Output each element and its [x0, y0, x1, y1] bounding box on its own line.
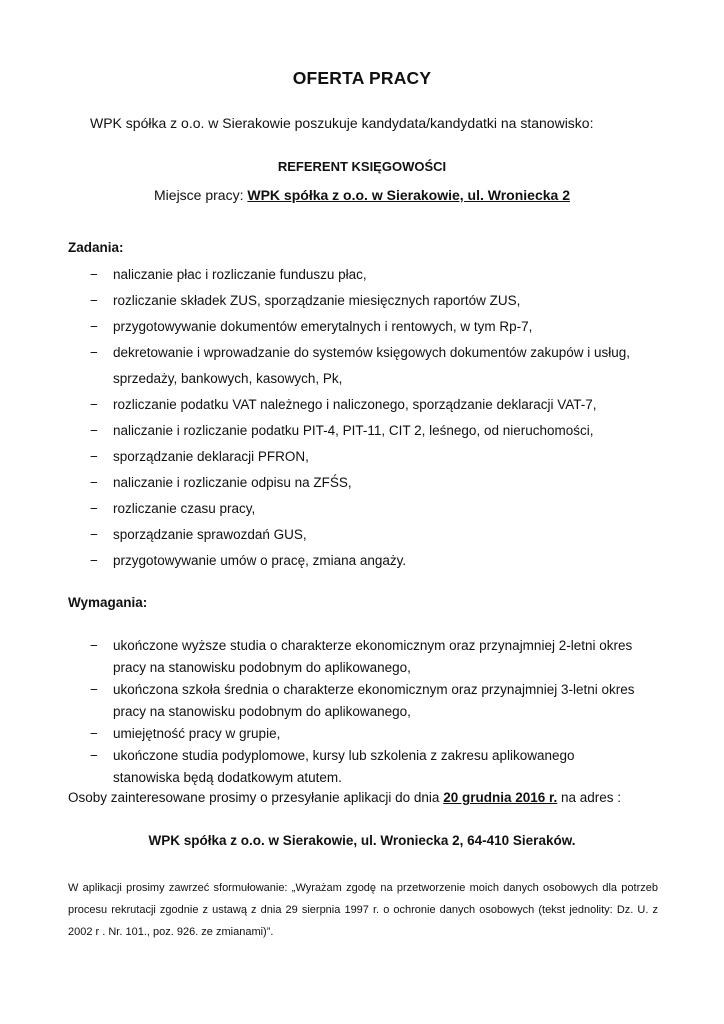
task-text: sporządzanie deklaracji PFRON,	[113, 449, 309, 464]
tasks-heading: Zadania:	[68, 240, 124, 255]
apply-text-after: na adres :	[557, 790, 622, 805]
task-item	[0, 496, 724, 522]
bullet-dash: −	[90, 267, 98, 282]
tasks-list	[0, 262, 724, 574]
task-text: rozliczanie podatku VAT należnego i naliczonego, sporządzanie deklaracji VAT-7,	[113, 397, 597, 412]
task-text: sporządzanie sprawozdań GUS,	[113, 527, 307, 542]
bullet-dash: −	[90, 527, 98, 542]
bullet-dash: −	[90, 475, 98, 490]
task-item	[0, 288, 724, 314]
requirement-text: ukończone wyższe studia o charakterze ekonomicznym oraz przynajmniej 2-letni okres pracy na stanowisku podobnym do aplikowanego,	[113, 638, 633, 675]
task-text: rozliczanie składek ZUS, sporządzanie miesięcznych raportów ZUS,	[113, 293, 521, 308]
requirement-item	[0, 723, 724, 745]
bullet-dash: −	[90, 682, 98, 697]
workplace-line	[0, 187, 724, 203]
task-text: naliczanie i rozliczanie odpisu na ZFŚS,	[113, 475, 352, 490]
bullet-dash: −	[90, 553, 98, 568]
requirement-item	[0, 745, 724, 789]
requirement-item	[0, 635, 724, 679]
task-item	[0, 470, 724, 496]
task-item-continuation	[0, 366, 724, 392]
requirement-text: ukończona szkoła średnia o charakterze ekonomicznym oraz przynajmniej 3-letni okres pracy na stanowisku podobnym do aplikowanego,	[113, 682, 635, 719]
task-text: sprzedaży, bankowych, kasowych, Pk,	[113, 371, 343, 386]
task-item	[0, 522, 724, 548]
task-text: przygotowywanie umów o pracę, zmiana angaży.	[113, 553, 407, 568]
bullet-dash: −	[90, 726, 98, 741]
apply-instructions	[68, 790, 621, 805]
bullet-dash: −	[90, 501, 98, 516]
requirements-list	[0, 635, 724, 789]
task-item	[0, 314, 724, 340]
bullet-dash: −	[90, 345, 98, 360]
task-item	[0, 392, 724, 418]
position-title: REFERENT KSIĘGOWOŚCI	[277, 159, 447, 174]
requirements-heading: Wymagania:	[68, 595, 148, 610]
requirement-text: umiejętność pracy w grupie,	[113, 726, 281, 741]
workplace-label: Miejsce pracy:	[154, 187, 248, 203]
bullet-dash: −	[90, 423, 98, 438]
task-item	[0, 418, 724, 444]
task-item	[0, 444, 724, 470]
bullet-dash: −	[90, 319, 98, 334]
task-text: naliczanie i rozliczanie podatku PIT-4, PIT-11, CIT 2, leśnego, od nieruchomości,	[113, 423, 594, 438]
task-item	[0, 262, 724, 288]
bullet-dash: −	[90, 748, 98, 763]
apply-deadline: 20 grudnia 2016 r.	[443, 790, 558, 805]
mailing-address: WPK spółka z o.o. w Sierakowie, ul. Wroniecka 2, 64-410 Sieraków.	[148, 833, 576, 848]
workplace-address: WPK spółka z o.o. w Sierakowie, ul. Wroniecka 2	[247, 187, 570, 203]
task-text: rozliczanie czasu pracy,	[113, 501, 256, 516]
bullet-dash: −	[90, 397, 98, 412]
task-item	[0, 548, 724, 574]
consent-clause: W aplikacji prosimy zawrzeć sformułowanie: „Wyrażam zgodę na przetworzenie moich danych osobowych dla potrzeb procesu rekrutacji zgodnie z ustawą z dnia 29 sierpnia 1997 r. o ochronie danych osobowych (tekst jednolity: Dz. U. z 2002 r . Nr. 101., poz. 926. ze zmianami)”.	[68, 882, 658, 938]
task-text: dekretowanie i wprowadzanie do systemów księgowych dokumentów zakupów i usług,	[113, 345, 631, 360]
bullet-dash: −	[90, 449, 98, 464]
task-text: naliczanie płac i rozliczanie funduszu płac,	[113, 267, 367, 282]
intro-text: WPK spółka z o.o. w Sierakowie poszukuje kandydata/kandydatki na stanowisko:	[90, 115, 594, 131]
requirement-item	[0, 679, 724, 723]
task-item	[0, 340, 724, 366]
task-text: przygotowywanie dokumentów emerytalnych i rentowych, w tym Rp-7,	[113, 319, 533, 334]
apply-text-before: Osoby zainteresowane prosimy o przesyłanie aplikacji do dnia	[68, 790, 444, 805]
requirement-text: ukończone studia podyplomowe, kursy lub szkolenia z zakresu aplikowanego stanowiska będą dodatkowym atutem.	[113, 748, 575, 785]
bullet-dash: −	[90, 638, 98, 653]
document-title: OFERTA PRACY	[292, 68, 432, 88]
bullet-dash: −	[90, 293, 98, 308]
